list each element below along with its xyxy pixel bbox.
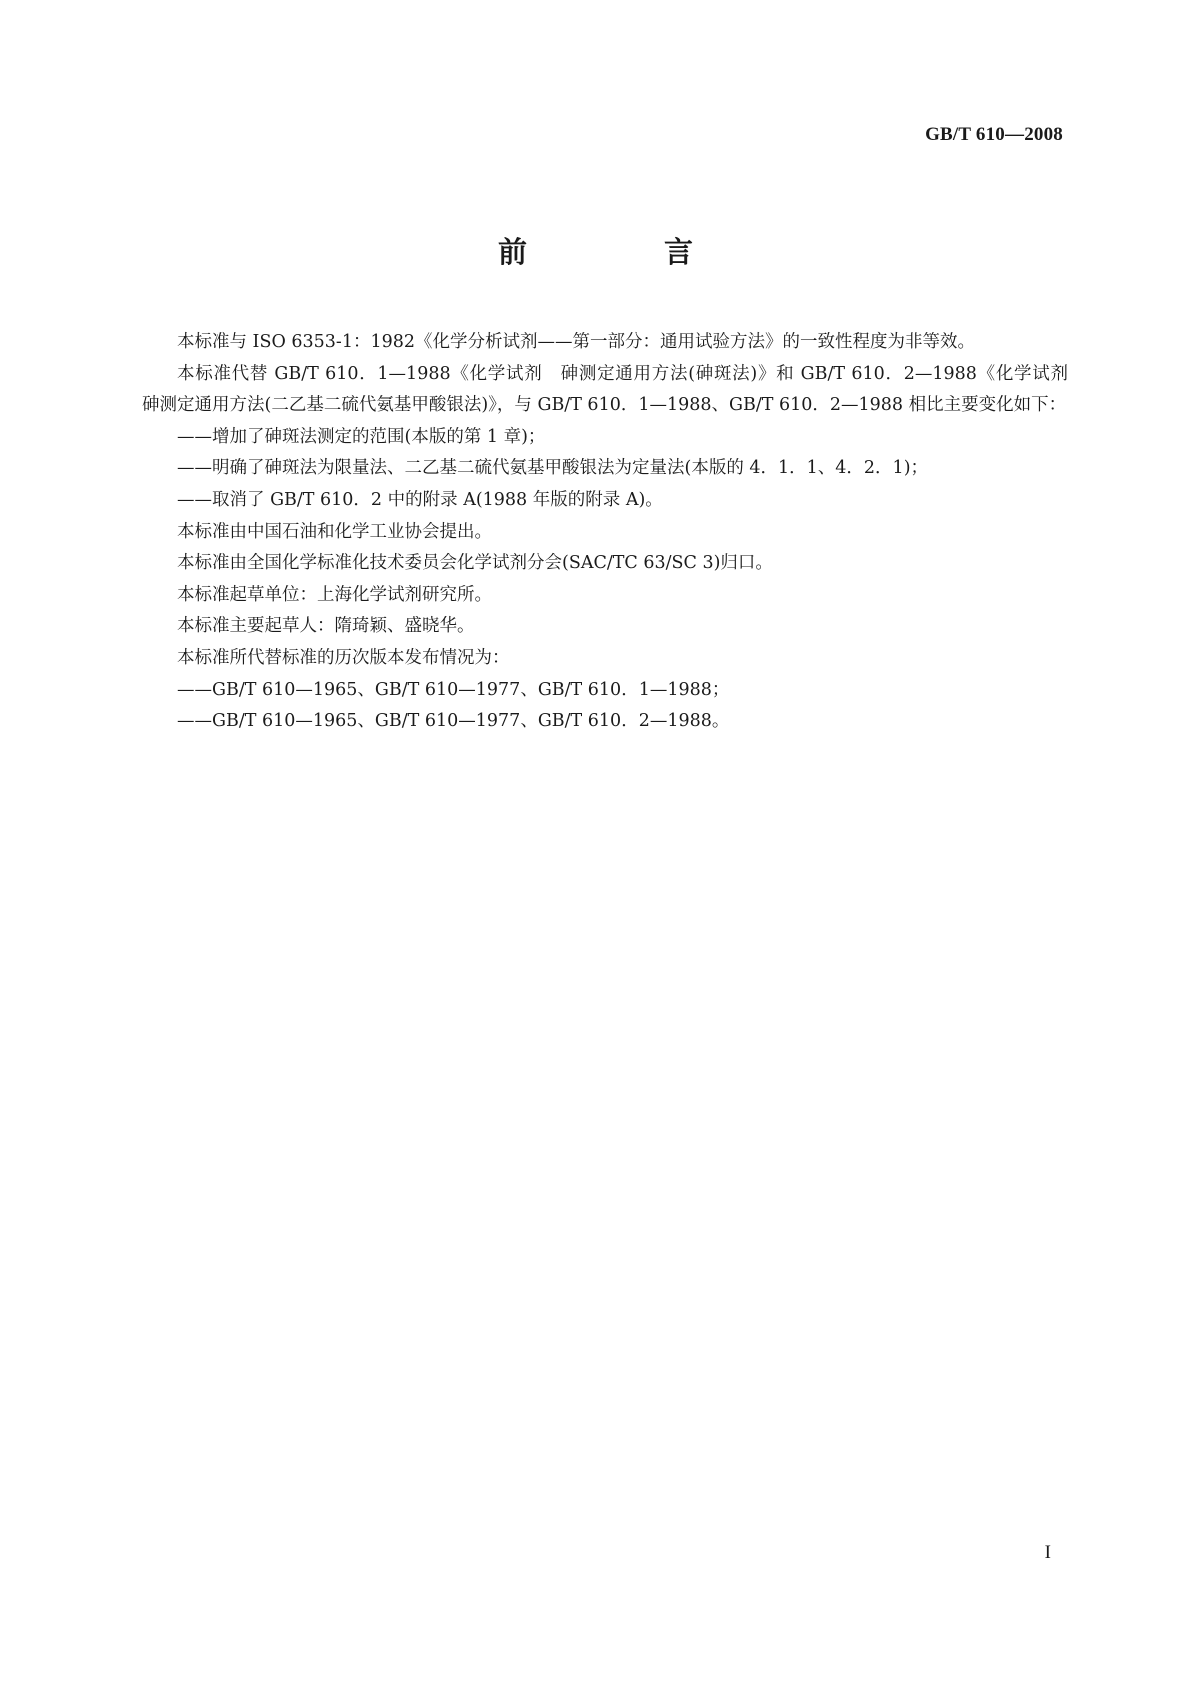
list-item-change-2: ——明确了砷斑法为限量法、二乙基二硫代氨基甲酸银法为定量法(本版的 4．1．1、4．2．1)；	[177, 458, 929, 479]
list-item-history-1: ——GB/T 610—1965、GB/T 610—1977、GB/T 610．1—1988；	[177, 679, 730, 700]
page-number: I	[1044, 1542, 1051, 1563]
paragraph-technical-committee: 本标准由全国化学标准化技术委员会化学试剂分会(SAC/TC 63/SC 3)归口。	[177, 553, 773, 574]
list-item-history-2: ——GB/T 610—1965、GB/T 610—1977、GB/T 610．2—1988。	[177, 711, 730, 732]
paragraph-history-intro: 本标准所代替标准的历次版本发布情况为：	[177, 647, 510, 668]
list-item-change-1: ——增加了砷斑法测定的范围(本版的第 1 章)；	[177, 426, 546, 447]
standard-code: GB/T 610—2008	[925, 124, 1063, 145]
paragraph-proposer: 本标准由中国石油和化学工业协会提出。	[177, 521, 492, 542]
paragraph-replacement: 本标准代替 GB/T 610．1—1988《化学试剂 砷测定通用方法(砷斑法)》和 GB/T 610．2—1988《化学试剂 砷测定通用方法(二乙基二硫代氨基甲酸银法)》，与 GB/T 610．1—1988、GB/T 610．2—1988 相比主要变化如下：	[142, 363, 1086, 416]
preface-body	[142, 327, 1086, 738]
list-item-change-3: ——取消了 GB/T 610．2 中的附录 A(1988 年版的附录 A)。	[177, 489, 663, 510]
page-title: 前 言	[497, 235, 747, 269]
paragraph-equivalence: 本标准与 ISO 6353-1：1982《化学分析试剂——第一部分：通用试验方法》的一致性程度为非等效。	[177, 332, 975, 352]
paragraph-drafters: 本标准主要起草人：隋琦颖、盛晓华。	[177, 616, 475, 637]
paragraph-drafting-unit: 本标准起草单位：上海化学试剂研究所。	[177, 584, 492, 605]
